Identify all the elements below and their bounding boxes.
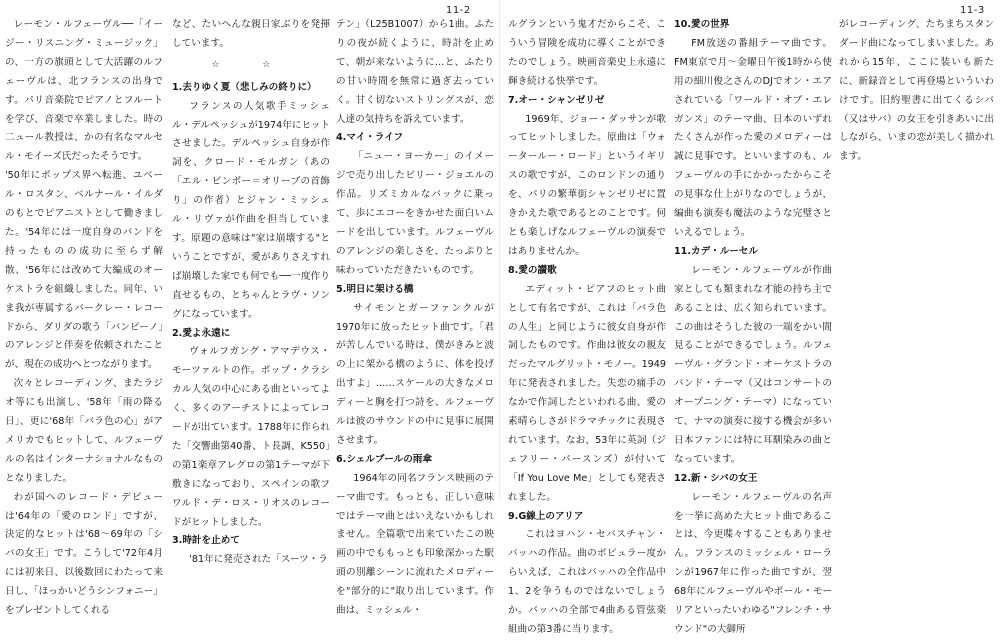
track-8-description: エディット・ピアフのヒット曲として有名ですが、これは「バラ色の人生」と同じように彼女自身が作詞したものです。作曲は彼女の親友だったマルグリット・モノー。1949年に発表されました。失恋の痛手のなかで作詞したといわれる曲、愛の素晴らしさがドラマチックに表現されています。なお、53年に英詞（ジェフリー・パースンズ）が付いて「If You Love Me」としても発表されました。 — [508, 283, 666, 503]
track-2-description: ヴォルフガング・アマデウス・モーツァルトの作。ポップ・クラシカル人気の中心にある曲といってよく、多くのアーチストによってレコードが出ています。1788年に作られた「交響曲第40番、ト長調、K550」の第1楽章アレグロの第1テーマが下敷きになっており、スペインの歌フワルド・デ・ロス・リオスのレコードがヒットしました。 — [172, 346, 330, 528]
bio-paragraph-4: わが国へのレコード・デビューは'64年の「愛のロンド」ですが、決定的なヒットは'68～69年の「シバの女王」です。こうして'72年4月には初来日、以後数回にわたって来日し、「ほっかいどうシンフォニー」をプレゼントしてくれる — [5, 491, 163, 617]
track-11-description: レーモン・ルフェーヴルが作曲家としても類まれな才能の持ち主であることは、広く知られています。この曲はそうした彼の一端をかい間見ることができるでしょう。ルフェーヴル・グランド・オーケストラのバンド・テーマ（又はコンサートのオープニング・テーマ）になっていて、ナマの演奏に接する機会が多い日本ファンには特に耳馴染みの曲となっています。 — [674, 264, 832, 465]
bio-paragraph-2: '50年にポップス界へ転進、ユベール・ロスタン、ベルナール・イルダのもとでピアニストとして働きました。'54年には一度自身のバンドを持ったものの成功に至らず解散、'56年には改めて大編成のオーケストラを組織しました。同年、いま我が専属するバークレー・レコードから、ダリダの歌う「バンビーノ」のアレンジと伴奏を依頼されたことが、現在の成功へとつながります。 — [5, 170, 163, 371]
intro-text: など、たいへんな親日家ぶりを発揮しています。 — [172, 19, 330, 49]
track-6-title: 6.シェルブールの雨傘 — [336, 453, 432, 465]
track-12-description: レーモン・ルフェーヴルの名声を一挙に高めた大ヒット曲であることは、今更喋々することもありません。フランスのミッシェル・ローランが1967年に作った曲ですが、翌68年にルフェーヴルやポール・モーリアといったいわゆる"フレンチ・サウンド"の大御所 — [674, 491, 832, 635]
track-3-continued: テン」（L25B1007）から1曲。ふたりの夜が続くように、時計を止めて、朝が来ないように…と、ふたりの甘い時間を無常に過ぎ去っていく。甘く切ないストリングスが、恋人達の気持ちを訴えています。 — [336, 19, 494, 125]
column-3 — [336, 16, 494, 617]
track-7-title: 7.オー・シャンゼリゼ — [508, 94, 605, 106]
column-6 — [839, 16, 994, 499]
track-9-title: 9.G線上のアリア — [508, 510, 584, 522]
track-5-title: 5.明日に架ける橋 — [336, 283, 414, 295]
track-10-description: FM放送の番組テーマ曲です。FM東京で月～金曜日午後1時から使用の細川俊之さんのDJでオン・エアされている「ワールド・オブ・エレガンス」のテーマ曲、日本のいずれたくさんが作った愛のメロディーは誠に見事です。といいますのも、ルフェーヴルの手にかかったからこその見事な仕上がりなのでしょうが、編曲も演奏も魔法のような完璧さといえるでしょう。 — [674, 37, 832, 238]
column-5 — [674, 16, 832, 635]
track-1-title: 1.去りゆく夏（悲しみの終りに） — [172, 81, 317, 93]
track-12-continued: がレコーディング、たちまちスタンダード曲になってしまいました。あれから15年、ここに装いも新たに、新録音として再登場といういわけです。旧約聖書に出てくるシバ（又はサバ）の女王を引きあいに出しながら、いまの恋が美しく描かれます。 — [839, 19, 994, 163]
bio-paragraph-1: レーモン・ルフェーヴル──「イージー・リスニング・ミュージック」の、一方の旗頭として大活躍のルフェーヴルは、北フランスの出身です。パリ音楽院でピアノとフルートを学び、音楽で卒業しました。時の二ュール教授は、かの有名なマルセル・モイーズ氏だったそうです。 — [5, 19, 163, 163]
page-number-left: 11-2 — [446, 5, 471, 16]
page-gutter — [499, 0, 501, 499]
page-number-right: 11-3 — [960, 5, 985, 16]
stars-divider: ☆ ☆ — [211, 59, 291, 70]
track-10-title: 10.愛の世界 — [674, 19, 730, 30]
track-9-description: これはヨハン・セバスチャン・バッハの作品。曲のポピュラー度からいえば、これはバッハの全作品中1、2を争うものではないでしょうか。バッハの全部で4曲ある管弦楽組曲の第3番に当ります。 — [508, 529, 666, 635]
track-1-description: フランスの人気歌手ミッシェル・デルペッシュが1974年にヒットさせました。デルペッシュ自身が作詞を、クロード・モルガン（あの「エル・ビンボー＝オリーブの首飾り」の作者）とジャン・ミッシェル・リヴァが作曲を担当しています。原題の意味は"家は崩壊する"ということですが、愛がありさえすれば崩壊した家でも何でも──一度作り直せるもの、とちゃんとラヴ・ソングになっています。 — [172, 100, 330, 320]
track-12-title: 12.新・シバの女王 — [674, 472, 758, 484]
track-8-title: 8.愛の讃歌 — [508, 264, 557, 276]
track-6-continued: ルグランという鬼才だからこそ、こういう冒険を成功に導くことができたのでしょう。映画音楽史上永遠に輝き続ける快挙です。 — [508, 19, 666, 87]
track-4-title: 4.マイ・ライフ — [336, 132, 404, 144]
column-2 — [172, 16, 330, 566]
track-4-description: 「ニュー・ヨーカー」のイメージで売り出したビリー・ジョエルの作品。リズミカルなバックに乗って、歩にエコーをきかせた面白いムードを出しています。ルフェーヴルのアレンジの楽しさを、たっぷりと味わっていただきたいものです。 — [336, 151, 494, 276]
track-2-title: 2.愛よ永遠に — [172, 327, 231, 339]
column-4 — [508, 16, 666, 635]
bio-paragraph-3: 次々とレコーディング、またラジオ等にも出演し、'58年「雨の降る日」、更に'68年「バラ色の心」がアメリカでもヒットして、ルフェーヴルの名はインターナショナルなものとなりました。 — [5, 378, 163, 484]
track-11-title: 11.カデ・ルーセル — [674, 245, 758, 257]
track-7-description: 1969年、ジョー・ダッサンが歌ってヒットしました。原曲は「ウォータールー・ロード」というイギリスの歌ですが、このロンドンの通りを、パリの繁華街シャンゼリゼに置きかえた歌であるとのことです。何とも楽しげなルフェーヴルの演奏ではありませんか。 — [508, 113, 666, 257]
track-3-description: '81年に発売された「スーツ・ラ — [189, 554, 328, 566]
column-1 — [5, 16, 163, 617]
track-3-title: 3.時計を止めて — [172, 535, 240, 547]
track-6-description: 1964年の同名フランス映画のテーマ曲です。もっとも、正しい意味ではテーマ曲とはいえないかもしれません。全篇歌で出来ていたこの映画の中でももっとも印象深かった駅頭の別離シーンに流れたメロディーを"部分的に"取り出しています。作曲は、ミッシェル・ — [336, 472, 494, 617]
track-5-description: サイモンとガーファンクルが1970年に放ったヒット曲です。「君が苦しんでいる時は、僕がきみと波の上に架かる橋のように、体を投げ出すよ」……スケールの大きなメロディーと胸を打つ詩を、ルフェーヴルは彼のサウンドの中に見事に展開させます。 — [336, 302, 494, 446]
